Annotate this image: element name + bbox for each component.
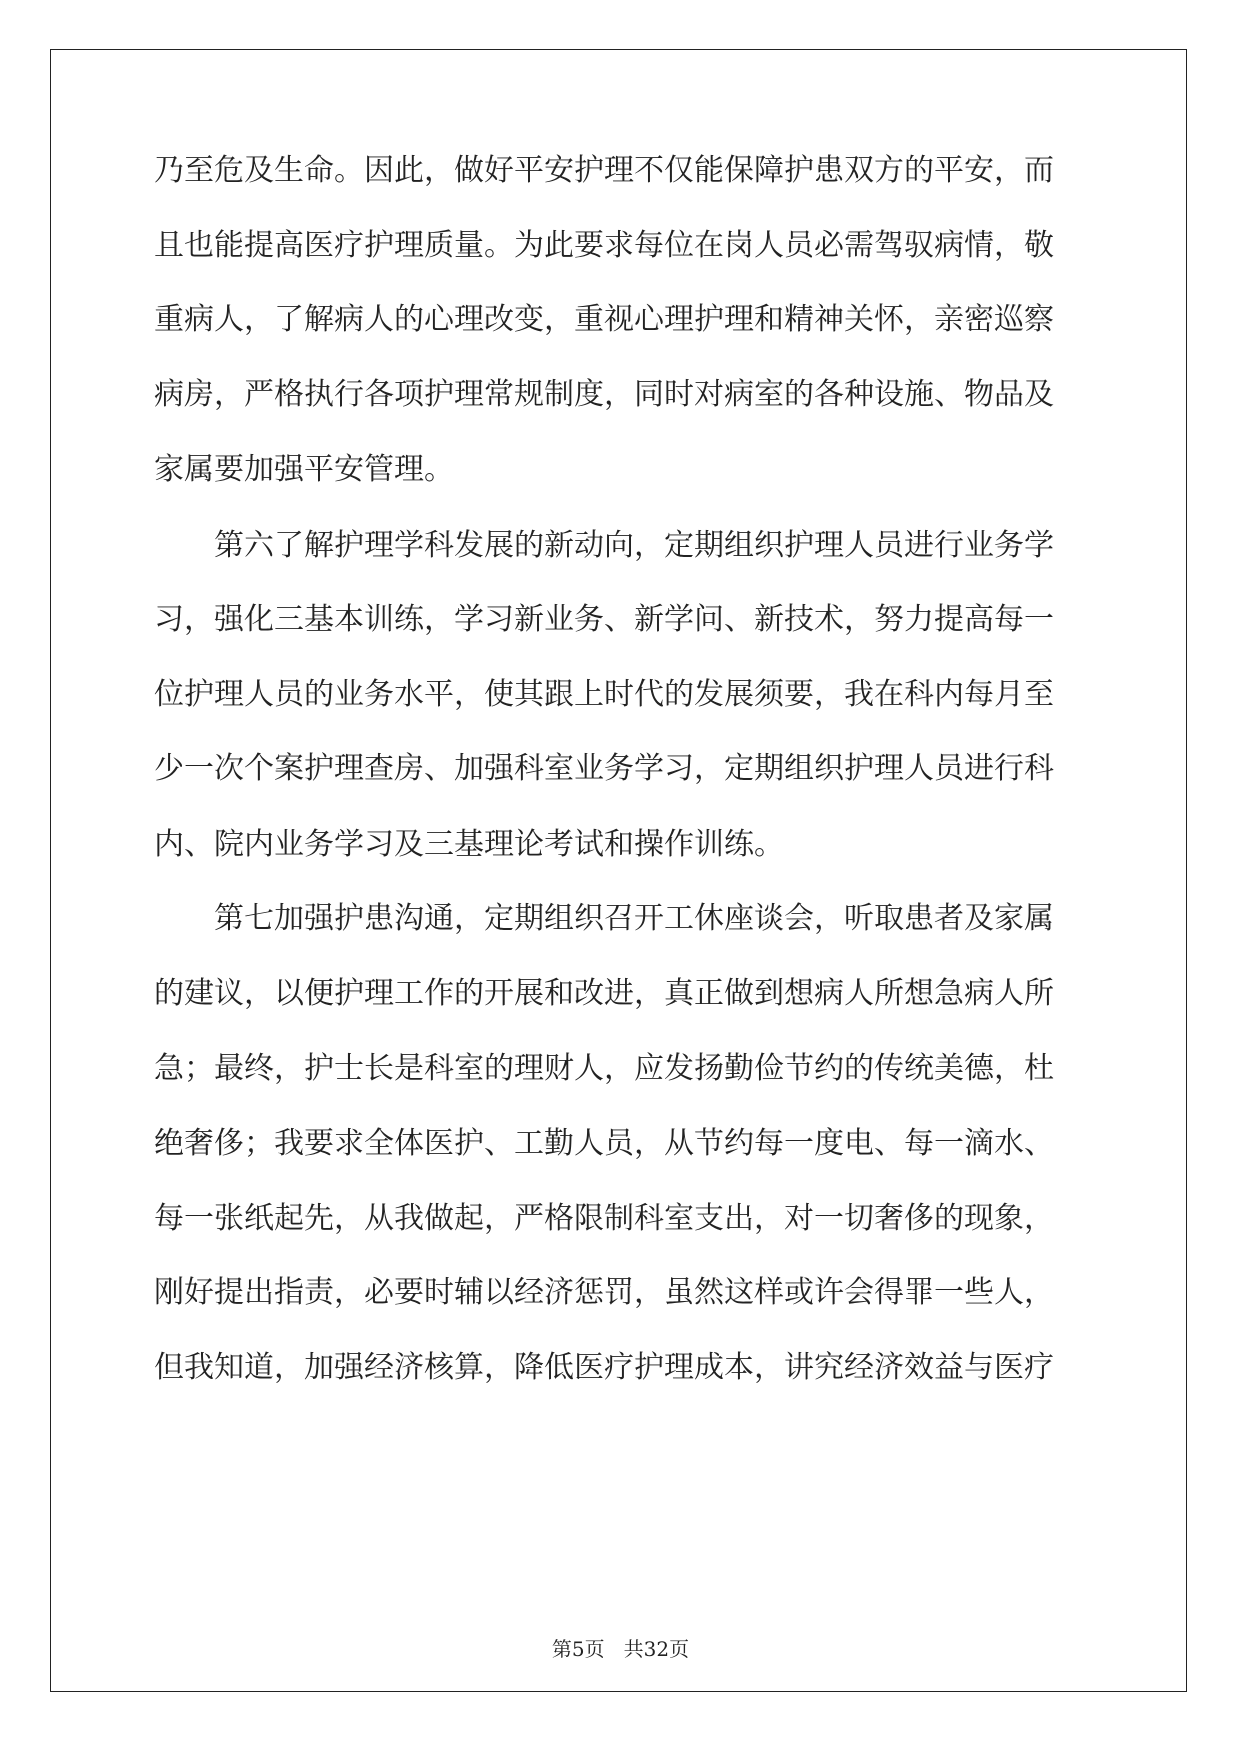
- paragraph-start-line: 第七加强护患沟通，定期组织召开工休座谈会，听取患者及家属: [214, 901, 1054, 936]
- text-line: 刚好提出指责，必要时辅以经济惩罚，虽然这样或许会得罪一些人，: [154, 1275, 1054, 1310]
- text-line: 急；最终，护士长是科室的理财人，应发扬勤俭节约的传统美德，杜: [154, 1051, 1054, 1086]
- text-line: 绝奢侈；我要求全体医护、工勤人员，从节约每一度电、每一滴水、: [154, 1126, 1054, 1161]
- text-line: 乃至危及生命。因此，做好平安护理不仅能保障护患双方的平安，而: [154, 153, 1054, 188]
- page-number: 第5页: [551, 1637, 605, 1661]
- text-line: 且也能提高医疗护理质量。为此要求每位在岗人员必需驾驭病情，敬: [154, 228, 1054, 263]
- text-line: 习，强化三基本训练，学习新业务、新学问、新技术，努力提高每一: [154, 602, 1054, 637]
- paragraph-start-line: 第六了解护理学科发展的新动向，定期组织护理人员进行业务学: [214, 528, 1054, 563]
- text-line: 每一张纸起先，从我做起，严格限制科室支出，对一切奢侈的现象，: [154, 1201, 1054, 1236]
- text-line: 但我知道，加强经济核算，降低医疗护理成本，讲究经济效益与医疗: [154, 1350, 1054, 1385]
- text-line: 病房，严格执行各项护理常规制度，同时对病室的各种设施、物品及: [154, 377, 1054, 412]
- text-line: 家属要加强平安管理。: [154, 452, 454, 487]
- text-line: 的建议，以便护理工作的开展和改进，真正做到想病人所想急病人所: [154, 976, 1054, 1011]
- text-line: 重病人，了解病人的心理改变，重视心理护理和精神关怀，亲密巡察: [154, 302, 1054, 337]
- text-line: 少一次个案护理查房、加强科室业务学习，定期组织护理人员进行科: [154, 751, 1054, 786]
- text-line: 内、院内业务学习及三基理论考试和操作训练。: [154, 827, 784, 862]
- page-border: [50, 49, 1187, 1692]
- page-footer: [0, 1633, 1241, 1662]
- text-line: 位护理人员的业务水平，使其跟上时代的发展须要，我在科内每月至: [154, 677, 1054, 712]
- page-total: 共32页: [623, 1637, 690, 1661]
